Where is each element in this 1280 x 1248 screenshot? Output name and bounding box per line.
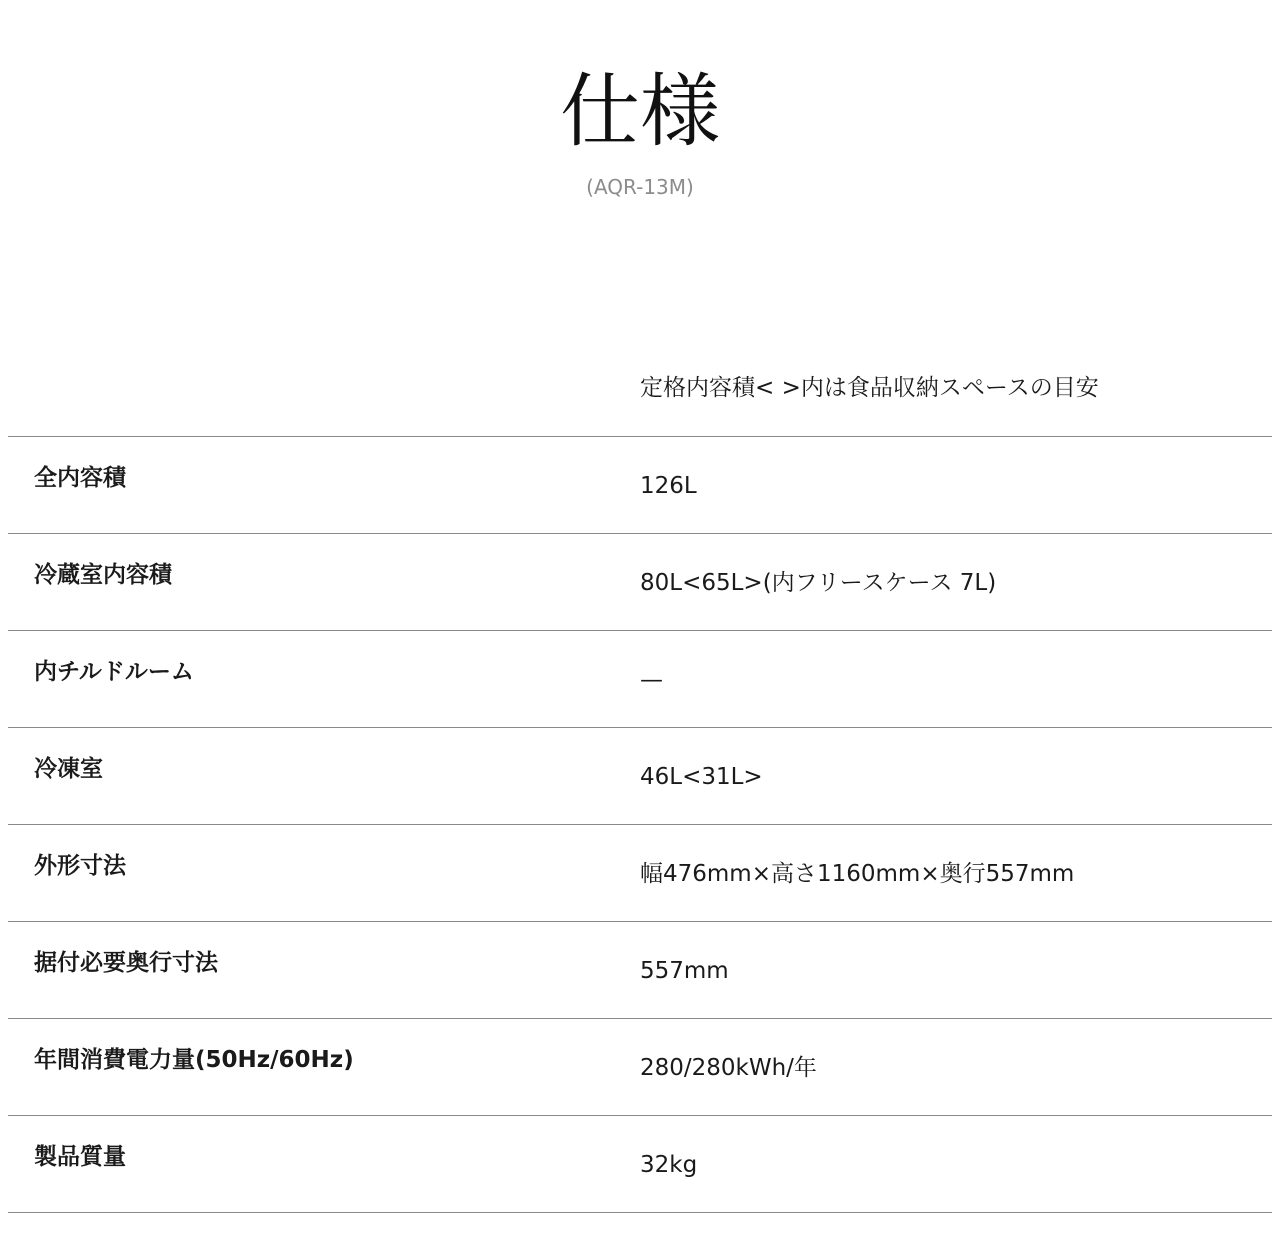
spec-value: — [640, 667, 663, 693]
spec-label: 年間消費電力量(50Hz/60Hz) [34, 1047, 354, 1073]
spec-row-install-depth [8, 922, 1272, 1019]
spec-note: 定格内容積< >内は食品収納スペースの目安 [640, 375, 1099, 401]
spec-label: 据付必要奥行寸法 [34, 950, 218, 976]
page-title: 仕様 [560, 65, 720, 158]
spec-value: 80L<65L>(内フリースケース 7L) [640, 570, 997, 596]
spec-value: 126L [640, 473, 697, 499]
spec-value: 280/280kWh/年 [640, 1055, 817, 1081]
spec-value: 46L<31L> [640, 764, 763, 790]
spec-label: 冷蔵室内容積 [34, 562, 172, 588]
spec-row-product-weight [8, 1116, 1272, 1213]
spec-label: 内チルドルーム [34, 659, 194, 685]
spec-label: 製品質量 [34, 1144, 126, 1170]
model-number: (AQR-13M) [586, 175, 694, 199]
spec-row-dimensions [8, 825, 1272, 922]
spec-value: 557mm [640, 958, 729, 984]
spec-row-annual-power [8, 1019, 1272, 1116]
spec-label: 全内容積 [34, 465, 126, 491]
spec-row-chilled-room [8, 631, 1272, 728]
spec-row-total-capacity [8, 437, 1272, 534]
spec-label: 冷凍室 [34, 756, 103, 782]
spec-table [8, 358, 1272, 1213]
spec-row-fridge-capacity [8, 534, 1272, 631]
spec-note-row [8, 358, 1272, 437]
spec-value: 幅476mm×高さ1160mm×奥行557mm [640, 861, 1075, 887]
spec-label: 外形寸法 [34, 853, 126, 879]
spec-value: 32kg [640, 1152, 698, 1178]
spec-row-freezer [8, 728, 1272, 825]
